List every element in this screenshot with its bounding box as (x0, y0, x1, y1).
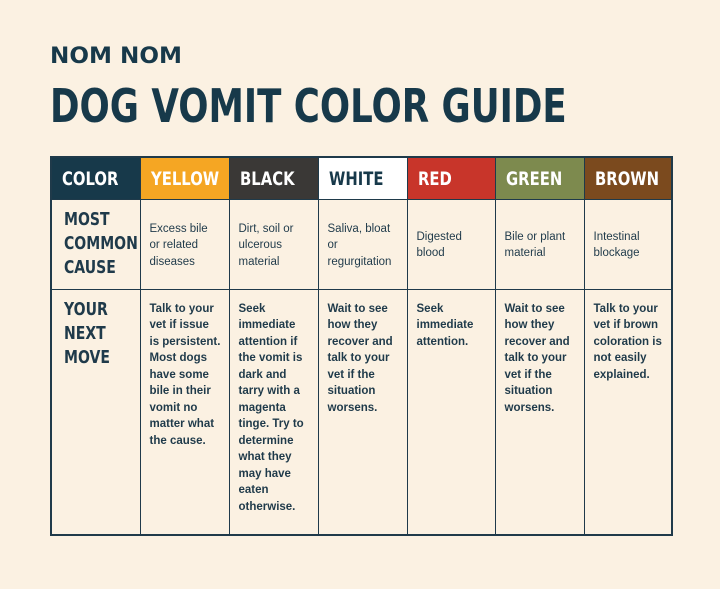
cause-red: Digested blood (407, 199, 495, 289)
cause-green: Bile or plant material (495, 199, 584, 289)
header-green: GREEN (495, 157, 584, 199)
header-color-label: COLOR (51, 157, 140, 199)
move-yellow: Talk to your vet if issue is persistent. Most dogs have some bile in their vomit no matter what the cause. (140, 289, 229, 535)
header-yellow: YELLOW (140, 157, 229, 199)
cause-brown: Intestinal blockage (584, 199, 672, 289)
page-title: DOG VOMIT COLOR GUIDE (50, 79, 567, 133)
cause-black: Dirt, soil or ulcerous material (229, 199, 318, 289)
row-label-your-next-move: YOUR NEXT MOVE (51, 289, 140, 535)
move-white: Wait to see how they recover and talk to your vet if the situation worsens. (318, 289, 407, 535)
header-white: WHITE (318, 157, 407, 199)
move-black: Seek immediate attention if the vomit is dark and tarry with a magenta tinge. Try to determine what they may have eaten otherwise. (229, 289, 318, 535)
header-red: RED (407, 157, 495, 199)
move-brown: Talk to your vet if brown coloration is not easily explained. (584, 289, 672, 535)
brand-logo: NOM NOM (50, 44, 182, 69)
move-green: Wait to see how they recover and talk to your vet if the situation worsens. (495, 289, 584, 535)
color-guide-table (50, 156, 673, 536)
table-row (51, 289, 672, 535)
header-brown: BROWN (584, 157, 672, 199)
cause-white: Saliva, bloat or regurgitation (318, 199, 407, 289)
row-label-most-common-cause: MOST COMMON CAUSE (51, 199, 140, 289)
cause-yellow: Excess bile or related diseases (140, 199, 229, 289)
move-red: Seek immediate attention. (407, 289, 495, 535)
header-row (51, 157, 672, 199)
header-black: BLACK (229, 157, 318, 199)
table-row (51, 199, 672, 289)
